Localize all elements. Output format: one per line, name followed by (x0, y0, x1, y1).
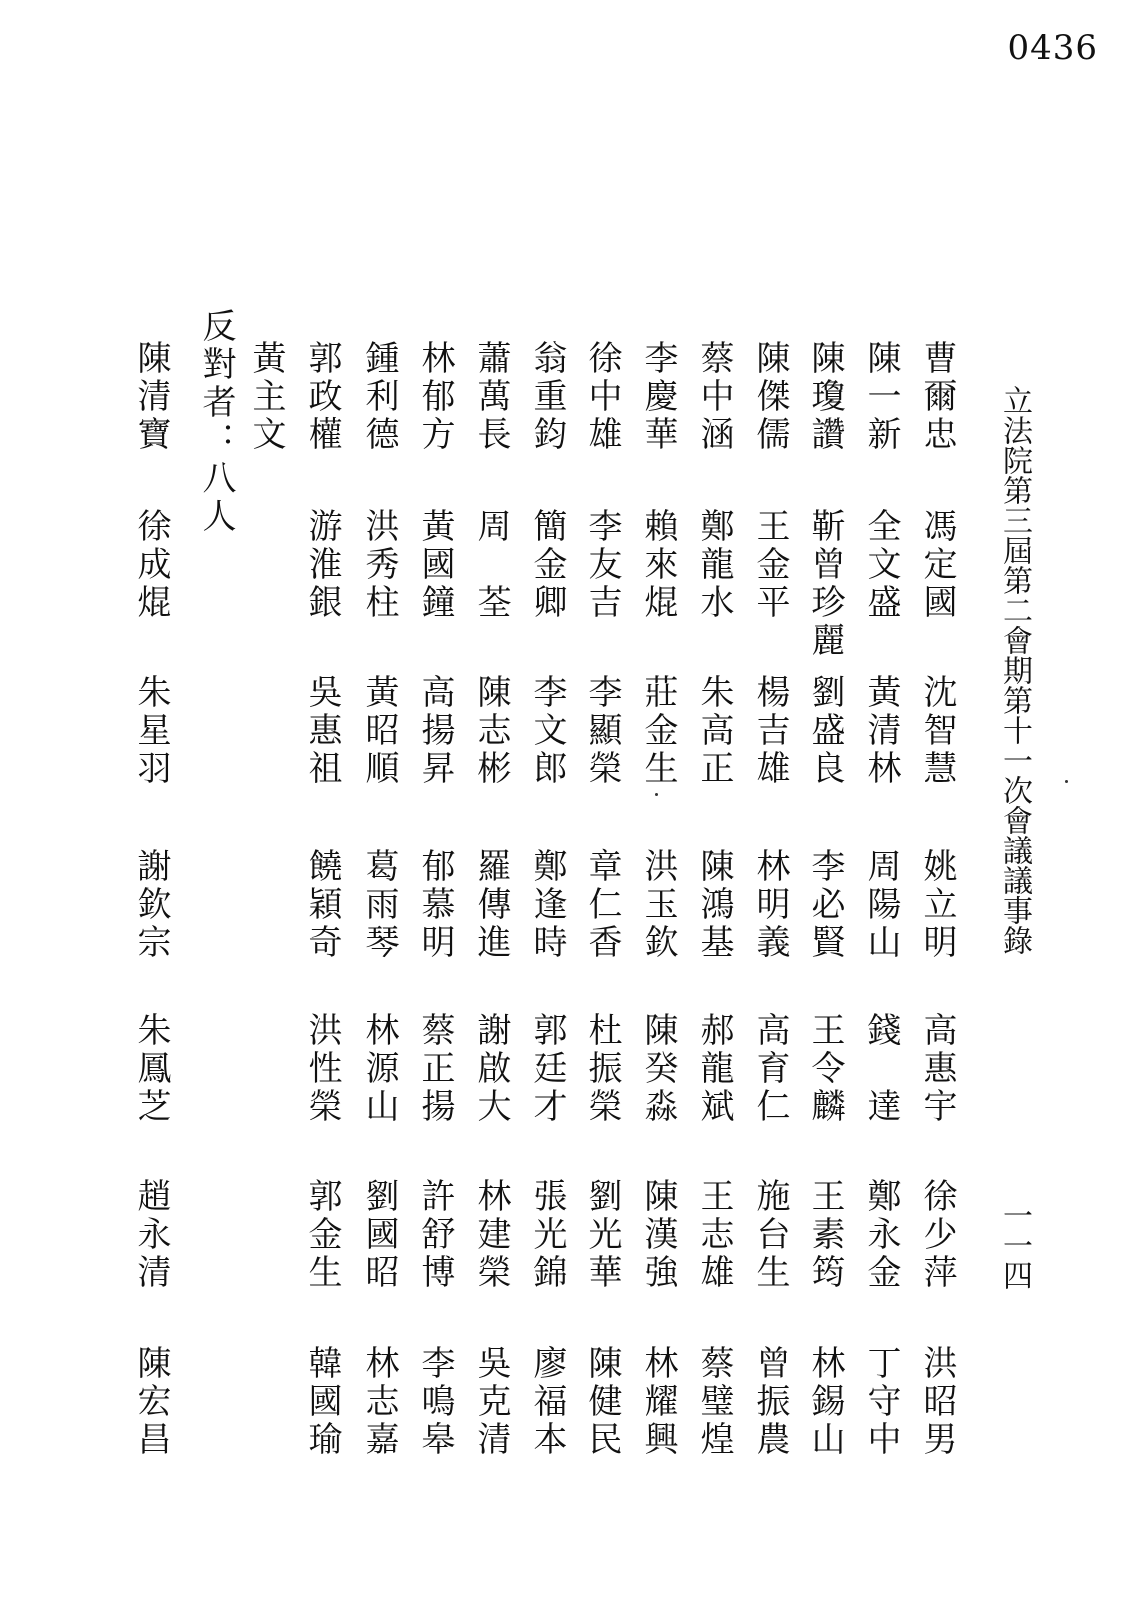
legislator-name: 蔡中涵 (694, 340, 734, 454)
legislator-name: 洪玉欽 (638, 848, 678, 962)
opposed-name: 陳宏昌 (131, 1345, 171, 1459)
opposed-name: 陳清寶 (131, 340, 171, 454)
opposed-label: 反對者：八人 (196, 308, 236, 536)
opposed-name: 徐成焜 (131, 508, 171, 622)
legislator-name: 陳瓊讚 (805, 340, 845, 454)
legislator-name: 丁守中 (861, 1345, 901, 1459)
legislator-name: 李友吉 (582, 508, 622, 622)
page-number: 0436 (1007, 28, 1098, 68)
opposed-name: 謝欽宗 (131, 848, 171, 962)
legislator-name: 林志嘉 (359, 1345, 399, 1459)
legislator-name: 陳一新 (861, 340, 901, 454)
legislator-name: 周陽山 (861, 848, 901, 962)
legislator-name: 陳志彬 (471, 674, 511, 788)
legislator-name: 賴來焜 (638, 508, 678, 622)
legislator-name: 楊吉雄 (750, 674, 790, 788)
legislator-name: 韓國瑜 (302, 1345, 342, 1459)
legislator-name: 洪昭男 (917, 1345, 957, 1459)
legislator-name: 許舒博 (415, 1178, 455, 1292)
legislator-name: 施台生 (750, 1178, 790, 1292)
legislator-name: 朱高正 (694, 674, 734, 788)
legislator-name: 廖福本 (527, 1345, 567, 1459)
legislator-name: 李文郎 (527, 674, 567, 788)
legislator-name: 簡金卿 (527, 508, 567, 622)
legislator-name: 吳克清 (471, 1345, 511, 1459)
legislator-name: 高育仁 (750, 1012, 790, 1126)
opposed-name: 趙永清 (131, 1178, 171, 1292)
legislator-name: 林郁方 (415, 340, 455, 454)
legislator-name: 郁慕明 (415, 848, 455, 962)
legislator-name: 黃國鐘 (415, 508, 455, 622)
legislator-name: 羅傳進 (471, 848, 511, 962)
folio: 一一四 (997, 1200, 1032, 1290)
legislator-name: 蔡正揚 (415, 1012, 455, 1126)
opposed-name: 朱星羽 (131, 674, 171, 788)
legislator-name: 靳曾珍麗 (805, 508, 845, 660)
legislator-name: 劉盛良 (805, 674, 845, 788)
legislator-name: 郭廷才 (527, 1012, 567, 1126)
opposed-name: 朱鳳芝 (131, 1012, 171, 1126)
legislator-name: 鄭永金 (861, 1178, 901, 1292)
legislator-name: 郭政權 (302, 340, 342, 454)
legislator-name: 林耀興 (638, 1345, 678, 1459)
legislator-name: 莊金生 (638, 674, 678, 788)
legislator-name: 曹爾忠 (917, 340, 957, 454)
legislator-name: 蕭萬長 (471, 340, 511, 454)
legislator-name: 章仁香 (582, 848, 622, 962)
legislator-name: 林源山 (359, 1012, 399, 1126)
legislator-name: 黃主文 (246, 340, 286, 454)
legislator-name: 吳惠祖 (302, 674, 342, 788)
legislator-name: 沈智慧 (917, 674, 957, 788)
legislator-name: 張光錦 (527, 1178, 567, 1292)
legislator-name: 全文盛 (861, 508, 901, 622)
legislator-name: 徐少萍 (917, 1178, 957, 1292)
legislator-name: 翁重鈞 (527, 340, 567, 454)
legislator-name: 李鳴皋 (415, 1345, 455, 1459)
legislator-name: 劉光華 (582, 1178, 622, 1292)
legislator-name: 黃清林 (861, 674, 901, 788)
running-header: 立法院第三屆第二會期第十一次會議議事錄 (997, 385, 1032, 955)
legislator-name: 曾振農 (750, 1345, 790, 1459)
legislator-name: 王志雄 (694, 1178, 734, 1292)
legislator-name: 洪秀柱 (359, 508, 399, 622)
legislator-name: 王令麟 (805, 1012, 845, 1126)
legislator-name: 林錫山 (805, 1345, 845, 1459)
legislator-name: 陳健民 (582, 1345, 622, 1459)
legislator-name: 陳鴻基 (694, 848, 734, 962)
legislator-name: 陳傑儒 (750, 340, 790, 454)
legislator-name: 杜振榮 (582, 1012, 622, 1126)
legislator-name: 游淮銀 (302, 508, 342, 622)
legislator-name: 林明義 (750, 848, 790, 962)
legislator-name: 陳漢強 (638, 1178, 678, 1292)
legislator-name: 洪性榮 (302, 1012, 342, 1126)
legislator-name: 林建榮 (471, 1178, 511, 1292)
legislator-name: 高惠宇 (917, 1012, 957, 1126)
legislator-name: 葛雨琴 (359, 848, 399, 962)
legislator-name: 高揚昇 (415, 674, 455, 788)
legislator-name: 李顯榮 (582, 674, 622, 788)
legislator-name: 錢 達 (861, 1012, 901, 1126)
legislator-name: 鄭逢時 (527, 848, 567, 962)
legislator-name: 劉國昭 (359, 1178, 399, 1292)
scan-speck (1065, 780, 1068, 783)
legislator-name: 馮定國 (917, 508, 957, 622)
legislator-name: 鍾利德 (359, 340, 399, 454)
legislator-name: 謝啟大 (471, 1012, 511, 1126)
legislator-name: 鄭龍水 (694, 508, 734, 622)
scan-speck (655, 793, 658, 796)
legislator-name: 姚立明 (917, 848, 957, 962)
legislator-name: 王金平 (750, 508, 790, 622)
legislator-name: 蔡璧煌 (694, 1345, 734, 1459)
legislator-name: 黃昭順 (359, 674, 399, 788)
legislator-name: 李慶華 (638, 340, 678, 454)
legislator-name: 王素筠 (805, 1178, 845, 1292)
legislator-name: 郝龍斌 (694, 1012, 734, 1126)
legislator-name: 李必賢 (805, 848, 845, 962)
legislator-name: 饒穎奇 (302, 848, 342, 962)
legislator-name: 郭金生 (302, 1178, 342, 1292)
legislator-name: 周 荃 (471, 508, 511, 622)
legislator-name: 徐中雄 (582, 340, 622, 454)
legislator-name: 陳癸淼 (638, 1012, 678, 1126)
